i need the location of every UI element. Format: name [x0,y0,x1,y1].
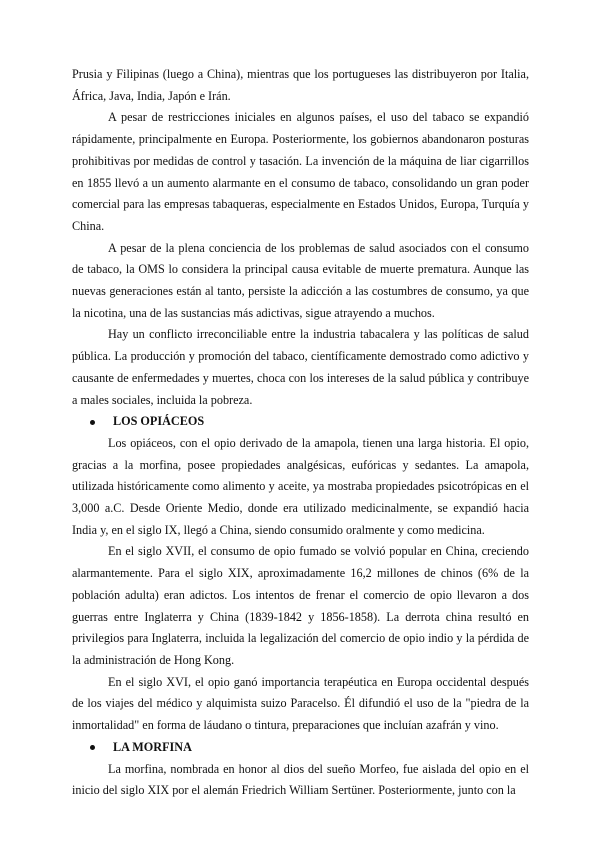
paragraph: La morfina, nombrada en honor al dios del sueño Morfeo, fue aislada del opio en el inicio del siglo XIX por el alemán Friedrich William Sertüner. Posteriormente, junto con la [72,761,529,798]
section-heading-morfina [72,737,529,759]
bullet-icon [90,745,95,750]
paragraph: En el siglo XVI, el opio ganó importancia terapéutica en Europa occidental después de los viajes del médico y alquimista suizo Paracelso. Él difundió el uso de la "piedra de la inmortalidad" en forma de láudano o tintura, preparaciones que incluían azafrán y vino. [72,674,529,733]
paragraph: Prusia y Filipinas (luego a China), mientras que los portugueses las distribuyeron por Italia, África, Java, India, Japón e Irán. [72,67,529,103]
paragraph: A pesar de la plena conciencia de los problemas de salud asociados con el consumo de tabaco, la OMS lo considera la principal causa evitable de muerte prematura. Aunque las nuevas generaciones están al tanto, persiste la adicción a las costumbres de consumo, ya que la nicotina, una de las sustancias más adictivas, sigue atrayendo a muchos. [72,240,529,320]
section-heading-text: LOS OPIÁCEOS [113,414,205,429]
paragraph: A pesar de restricciones iniciales en algunos países, el uso del tabaco se expandió rápidamente, principalmente en Europa. Posteriormente, los gobiernos abandonaron posturas prohibitivas por medidas de control y tasación. La invención de la máquina de liar cigarrillos en 1855 llevó a un aumento alarmante en el consumo de tabaco, consolidando un gran poder comercial para las empresas tabaqueras, especialmente en Estados Unidos, Europa, Turquía y China. [72,110,529,233]
bullet-icon [90,420,95,425]
section-heading-opiaceos [72,411,529,433]
paragraph: Hay un conflicto irreconciliable entre la industria tabacalera y las políticas de salud pública. La producción y promoción del tabaco, científicamente demostrado como adictivo y causante de enfermedades y muertes, choca con los intereses de la salud pública y contribuye a males sociales, incluida la pobreza. [72,327,529,407]
paragraph: En el siglo XVII, el consumo de opio fumado se volvió popular en China, creciendo alarmantemente. Para el siglo XIX, aproximadamente 16,2 millones de chinos (6% de la población adulta) eran adictos. Los intentos de frenar el comercio de opio llevaron a dos guerras entre Inglaterra y China (1839-1842 y 1856-1858). La derrota china resultó en privilegios para Inglaterra, incluida la legalización del comercio de opio indio y la pérdida de la administración de Hong Kong. [72,544,529,667]
document-page [72,64,529,802]
paragraph: Los opiáceos, con el opio derivado de la amapola, tienen una larga historia. El opio, gracias a la morfina, posee propiedades analgésicas, eufóricas y sedantes. La amapola, utilizada históricamente como alimento y aceite, ya mostraba propiedades psicotrópicas en el 3,000 a.C. Desde Oriente Medio, donde era utilizado medicinalmente, se expandió hacia India y, en el siglo IX, llegó a China, siendo consumido oralmente y como medicina. [72,435,529,537]
section-heading-text: LA MORFINA [113,739,192,754]
